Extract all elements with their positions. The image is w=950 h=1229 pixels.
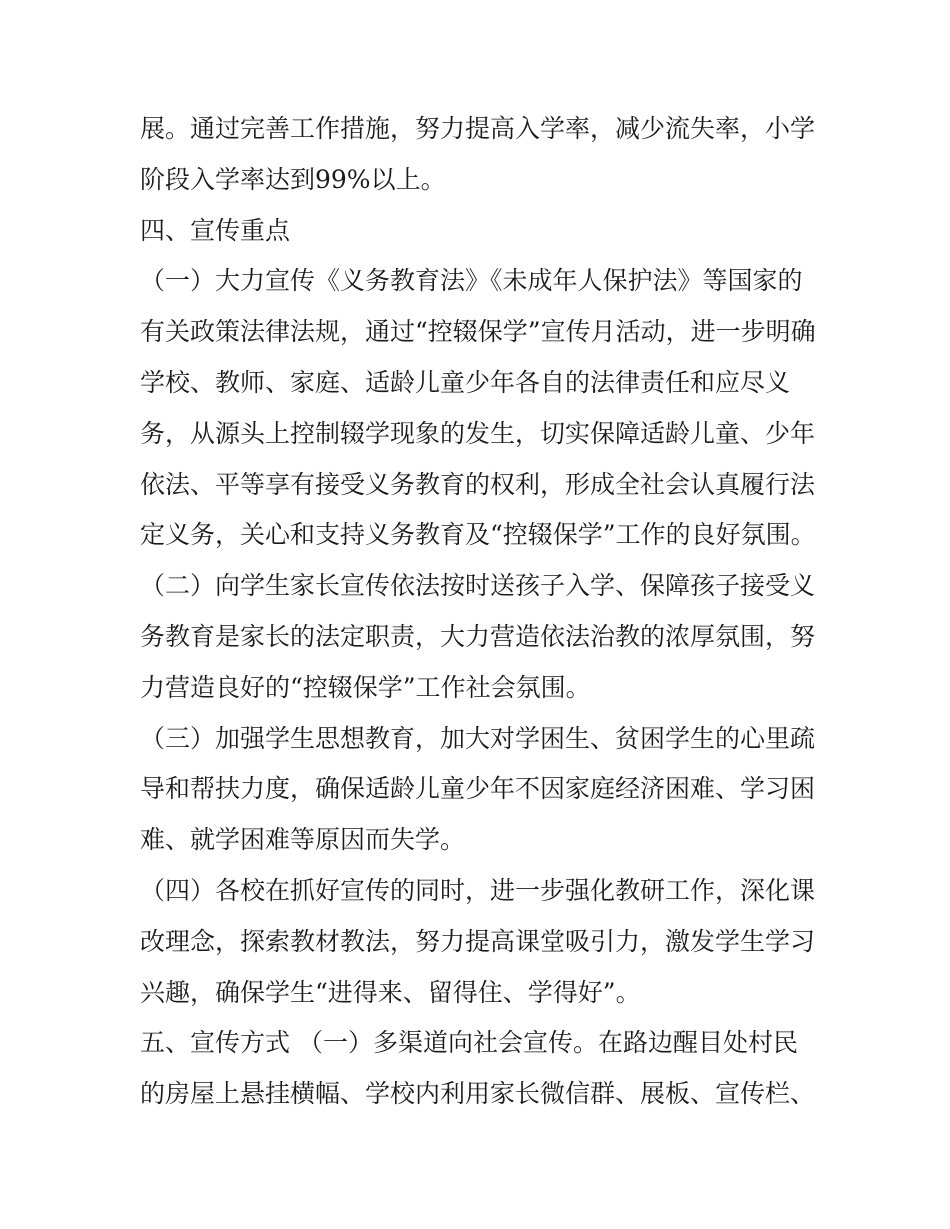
section-heading: 四、宣传重点 bbox=[140, 215, 291, 245]
text-line: 阶段入学率达到99%以上。 bbox=[140, 164, 446, 194]
text-line: 定义务，关心和支持义务教育及“控辍保学”工作的良好氛围。 bbox=[140, 520, 816, 550]
text-line: 学校、教师、家庭、适龄儿童少年各自的法律责任和应尽义 bbox=[140, 367, 791, 397]
text-line: （四）各校在抓好宣传的同时，进一步强化教研工作，深化课 bbox=[140, 875, 816, 905]
text-line: （二）向学生家长宣传依法按时送孩子入学、保障孩子接受义 bbox=[140, 571, 816, 601]
text-line: 有关政策法律法规，通过“控辍保学”宣传月活动，进一步明确 bbox=[140, 317, 816, 347]
text-line: 难、就学困难等原因而失学。 bbox=[140, 825, 466, 855]
text-line: 务，从源头上控制辍学现象的发生，切实保障适龄儿童、少年 bbox=[140, 418, 816, 448]
text-line: 展。通过完善工作措施，努力提高入学率，减少流失率，小学 bbox=[140, 114, 816, 143]
text-line: 改理念，探索教材教法，努力提高课堂吸引力，激发学生学习 bbox=[140, 926, 816, 956]
text-line: 导和帮扶力度，确保适龄儿童少年不因家庭经济困难、学习困 bbox=[140, 774, 816, 804]
section-heading: 五、宣传方式 （一）多渠道向社会宣传。在路边醒目处村民 bbox=[140, 1028, 798, 1058]
text-line: 依法、平等享有接受义务教育的权利，形成全社会认真履行法 bbox=[140, 469, 816, 499]
text-line: 兴趣，确保学生“进得来、留得住、学得好”。 bbox=[140, 977, 641, 1007]
text-line: 的房屋上悬挂横幅、学校内利用家长微信群、展板、宣传栏、 bbox=[140, 1079, 816, 1109]
text-line: 务教育是家长的法定职责，大力营造依法治教的浓厚氛围，努 bbox=[140, 621, 816, 651]
text-line: 力营造良好的“控辍保学”工作社会氛围。 bbox=[140, 672, 591, 702]
document-body bbox=[140, 104, 820, 1120]
text-line: （三）加强学生思想教育，加大对学困生、贫困学生的心里疏 bbox=[140, 723, 816, 753]
text-line: （一）大力宣传《义务教育法》《未成年人保护法》等国家的 bbox=[140, 266, 803, 296]
